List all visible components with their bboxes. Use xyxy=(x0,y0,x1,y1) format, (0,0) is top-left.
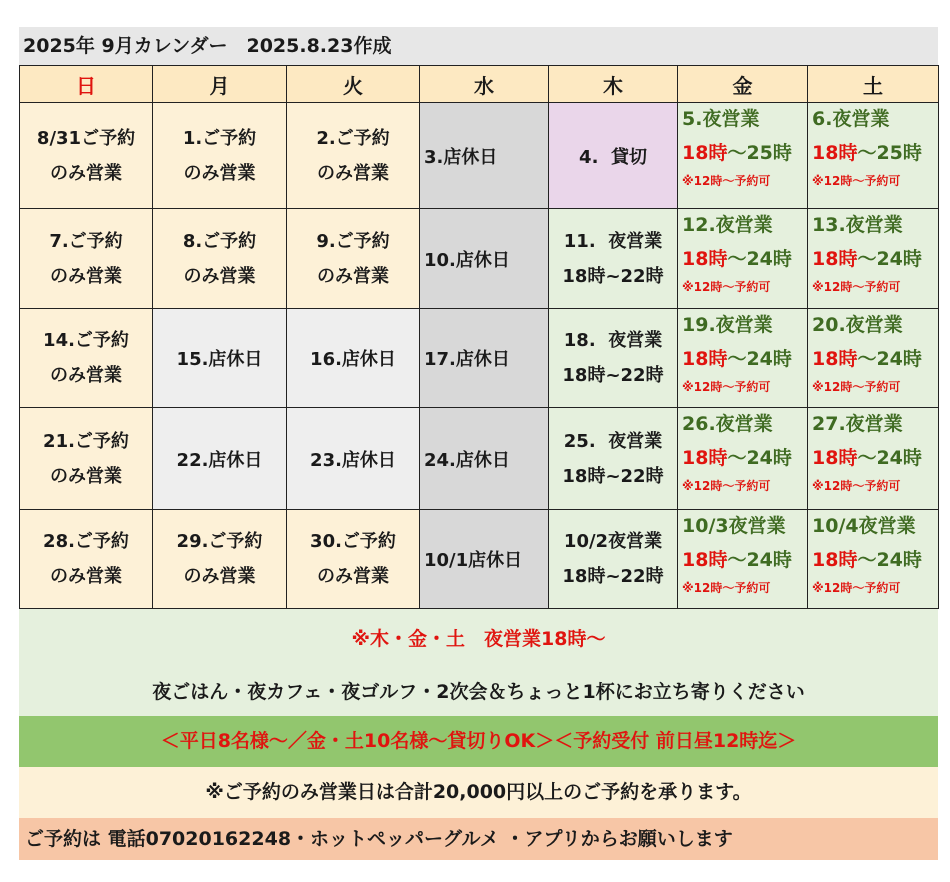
night-day-cell xyxy=(678,408,808,510)
night-hours-notice: ※木・金・土 夜営業18時～ xyxy=(351,628,606,650)
day-date-label: 28.ご予約 xyxy=(43,531,129,552)
day-status-label: のみ営業 xyxy=(317,265,389,287)
closed-day-cell: 17.店休日 xyxy=(420,309,549,408)
week-row xyxy=(20,309,939,408)
reservation-only-notice: ※ご予約のみ営業日は合計20,000円以上のご予約を承ります。 xyxy=(19,767,938,818)
reservation-note: ※12時～予約可 xyxy=(682,479,771,493)
night-day-label: 11. 夜営業 xyxy=(563,230,663,252)
reservation-note: ※12時～予約可 xyxy=(812,581,901,595)
day-cell xyxy=(20,309,153,408)
reservation-note: ※12時～予約可 xyxy=(812,280,901,294)
reservation-note: ※12時～予約可 xyxy=(682,380,771,394)
night-day-cell xyxy=(549,408,678,510)
weekday-thu: 木 xyxy=(549,66,678,103)
weekday-wed: 水 xyxy=(420,66,549,103)
night-description: 夜ごはん・夜カフェ・夜ゴルフ・2次会＆ちょっと1杯にお立ち寄りください xyxy=(152,681,805,703)
day-status-label: のみ営業 xyxy=(50,162,122,184)
night-hours: 18時～25時 xyxy=(682,142,792,164)
night-day-label: 5.夜営業 xyxy=(682,108,760,130)
night-day-cell xyxy=(678,309,808,408)
day-status-label: のみ営業 xyxy=(50,465,122,487)
weekday-sun: 日 xyxy=(20,66,153,103)
night-day-label: 19.夜営業 xyxy=(682,314,773,336)
weekday-tue: 火 xyxy=(287,66,420,103)
contact-notice: ご予約は 電話07020162248・ホットペッパーグルメ ・アプリからお願いします xyxy=(19,818,938,860)
calendar-title: 2025年 9月カレンダー 2025.8.23作成 xyxy=(19,27,938,65)
week-row xyxy=(20,103,939,209)
night-day-label: 26.夜営業 xyxy=(682,413,773,435)
night-day-cell xyxy=(808,103,939,209)
reservation-note: ※12時～予約可 xyxy=(682,280,771,294)
day-date-label: 29.ご予約 xyxy=(176,531,263,552)
night-day-label: 10/2夜営業 xyxy=(563,531,663,552)
calendar-table xyxy=(19,65,939,609)
day-date-label: 30.ご予約 xyxy=(310,531,396,552)
day-status-label: のみ営業 xyxy=(183,162,256,184)
day-date-label: 8/31ご予約 xyxy=(36,127,136,149)
charter-notice: ＜平日8名様～／金・土10名様～貸切りOK＞＜予約受付 前日昼12時迄＞ xyxy=(19,716,938,767)
day-cell xyxy=(153,103,287,209)
night-hours: 18時～24時 xyxy=(682,447,792,469)
day-status-label: のみ営業 xyxy=(183,566,256,587)
day-date-label: 2.ご予約 xyxy=(316,127,390,149)
night-day-label: 10/4夜営業 xyxy=(812,515,916,537)
night-day-cell xyxy=(549,209,678,309)
night-hours: 18時～24時 xyxy=(812,248,922,270)
night-hours: 18時～24時 xyxy=(682,348,792,370)
day-cell xyxy=(287,103,420,209)
closed-day-cell: 15.店休日 xyxy=(153,309,287,408)
closed-day-cell: 3.店休日 xyxy=(420,103,549,209)
night-hours: 18時~22時 xyxy=(562,365,664,386)
closed-day-cell: 22.店休日 xyxy=(153,408,287,510)
night-hours: 18時~22時 xyxy=(562,566,664,587)
day-cell xyxy=(287,510,420,609)
closed-day-cell: 16.店休日 xyxy=(287,309,420,408)
reservation-note: ※12時～予約可 xyxy=(682,174,771,188)
night-day-cell xyxy=(549,510,678,609)
day-date-label: 8.ご予約 xyxy=(182,230,257,252)
night-day-cell xyxy=(808,309,939,408)
night-hours: 18時～25時 xyxy=(812,142,922,164)
day-date-label: 14.ご予約 xyxy=(43,330,129,351)
day-date-label: 21.ご予約 xyxy=(43,430,129,452)
day-cell xyxy=(20,408,153,510)
night-day-cell xyxy=(678,510,808,609)
night-day-label: 25. 夜営業 xyxy=(563,430,663,452)
reservation-note: ※12時～予約可 xyxy=(812,174,901,188)
day-cell xyxy=(20,103,153,209)
night-hours: 18時～24時 xyxy=(812,447,922,469)
weekday-header-row xyxy=(20,66,939,103)
charter-day-cell: 4. 貸切 xyxy=(549,103,678,209)
weekday-fri: 金 xyxy=(678,66,808,103)
day-status-label: のみ営業 xyxy=(317,162,389,184)
reservation-note: ※12時～予約可 xyxy=(812,380,901,394)
closed-day-cell: 10.店休日 xyxy=(420,209,549,309)
weekday-mon: 月 xyxy=(153,66,287,103)
night-day-label: 10/3夜営業 xyxy=(682,515,786,537)
night-hours: 18時～24時 xyxy=(682,549,792,571)
day-date-label: 7.ご予約 xyxy=(49,230,123,252)
night-day-cell xyxy=(549,309,678,408)
day-cell xyxy=(153,510,287,609)
reservation-note: ※12時～予約可 xyxy=(682,581,771,595)
night-day-cell xyxy=(678,209,808,309)
weekday-sat: 土 xyxy=(808,66,939,103)
night-day-cell xyxy=(678,103,808,209)
night-day-label: 20.夜営業 xyxy=(812,314,903,336)
night-info-band xyxy=(19,609,938,716)
week-row xyxy=(20,408,939,510)
night-day-label: 6.夜営業 xyxy=(812,108,890,130)
night-day-cell xyxy=(808,408,939,510)
day-cell xyxy=(287,209,420,309)
night-day-label: 18. 夜営業 xyxy=(563,330,663,351)
day-date-label: 1.ご予約 xyxy=(182,127,257,149)
day-status-label: のみ営業 xyxy=(317,566,389,587)
week-row xyxy=(20,209,939,309)
night-hours: 18時～24時 xyxy=(812,348,922,370)
night-hours: 18時~22時 xyxy=(562,465,664,487)
night-day-cell xyxy=(808,510,939,609)
night-day-label: 12.夜営業 xyxy=(682,214,773,236)
day-date-label: 9.ご予約 xyxy=(316,230,390,252)
night-day-cell xyxy=(808,209,939,309)
night-hours: 18時～24時 xyxy=(682,248,792,270)
night-day-label: 13.夜営業 xyxy=(812,214,903,236)
day-status-label: のみ営業 xyxy=(50,365,122,386)
day-cell xyxy=(153,209,287,309)
week-row xyxy=(20,510,939,609)
night-hours: 18時～24時 xyxy=(812,549,922,571)
day-cell xyxy=(20,510,153,609)
reservation-note: ※12時～予約可 xyxy=(812,479,901,493)
closed-day-cell: 23.店休日 xyxy=(287,408,420,510)
day-status-label: のみ営業 xyxy=(50,566,122,587)
day-status-label: のみ営業 xyxy=(183,265,256,287)
closed-day-cell: 10/1店休日 xyxy=(420,510,549,609)
day-cell xyxy=(20,209,153,309)
night-day-label: 27.夜営業 xyxy=(812,413,903,435)
day-status-label: のみ営業 xyxy=(50,265,122,287)
closed-day-cell: 24.店休日 xyxy=(420,408,549,510)
night-hours: 18時~22時 xyxy=(562,265,664,287)
